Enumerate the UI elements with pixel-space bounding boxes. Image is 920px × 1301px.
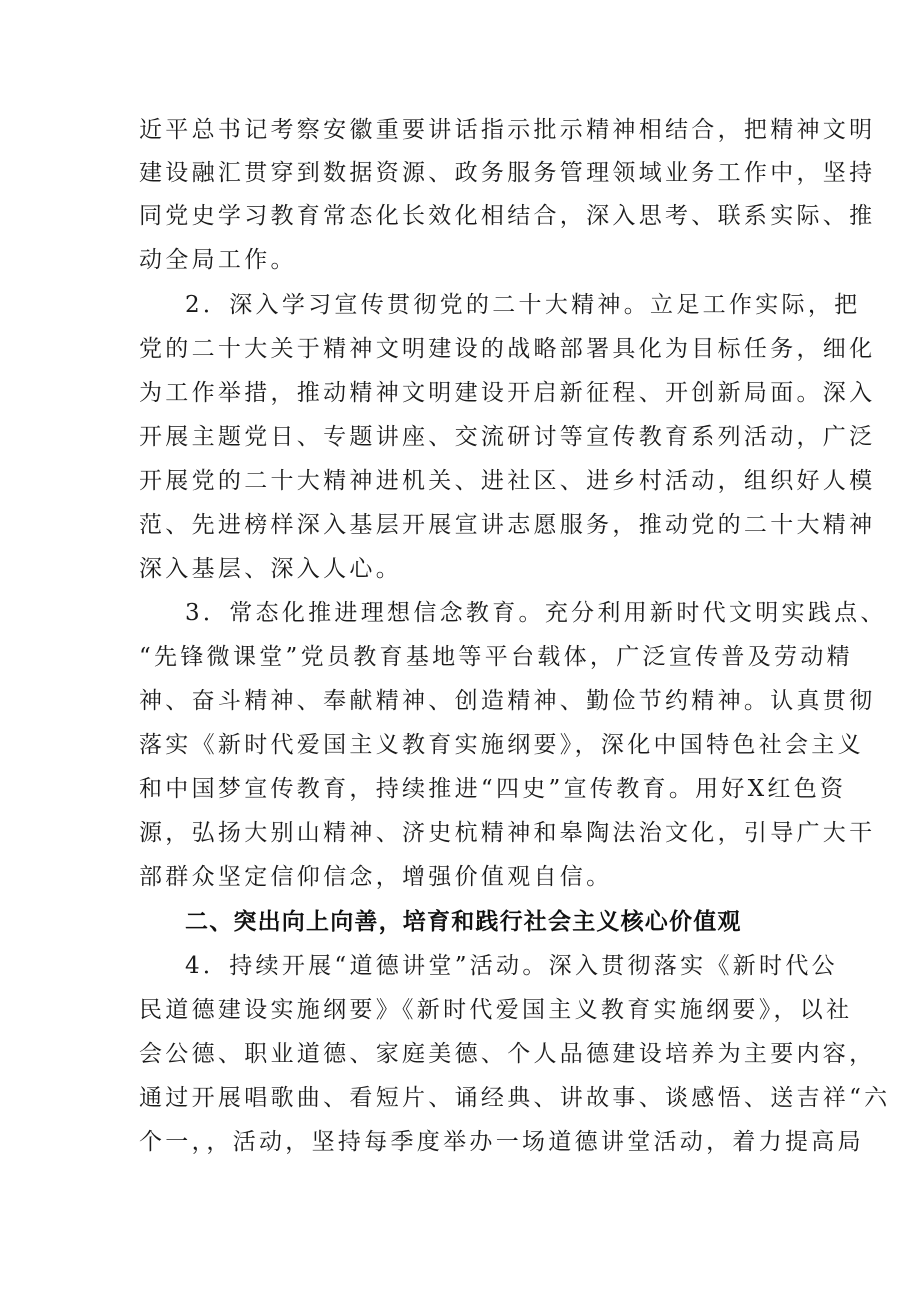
item-4-line-5: 个一，，活动，坚持每季度举办一场道德讲堂活动，着力提高局	[139, 1129, 864, 1155]
section-heading: 二、突出向上向善，培育和践行社会主义核心价值观	[185, 909, 742, 935]
paragraph-1-line-1: 近平总书记考察安徽重要讲话指示批示精神相结合，把精神文明	[139, 117, 876, 143]
item-2-line-1: 2．深入学习宣传贯彻党的二十大精神。立足工作实际，把	[185, 292, 861, 318]
item-4-line-1: 4．持续开展“道德讲堂”活动。深入贯彻落实《新时代公	[185, 953, 838, 979]
item-4-line-4: 通过开展唱歌曲、看短片、诵经典、讲故事、谈感悟、送吉祥“六	[139, 1085, 891, 1111]
item-4-line-2: 民道德建设实施纲要》《新时代爱国主义教育实施纲要》，以社	[139, 997, 853, 1023]
item-3-line-7: 部群众坚定信仰信念，增强价值观自信。	[139, 864, 613, 890]
item-2-line-3: 为工作举措，推动精神文明建设开启新征程、开创新局面。深入	[139, 380, 876, 406]
item-2-line-5: 开展党的二十大精神进机关、进社区、进乡村活动，组织好人模	[139, 468, 876, 494]
item-2-line-7: 深入基层、深入人心。	[139, 556, 402, 582]
item-2-line-4: 开展主题党日、专题讲座、交流研讨等宣传教育系列活动，广泛	[139, 424, 876, 450]
item-3-line-6: 源，弘扬大别山精神、济史杭精神和皋陶法治文化，引导广大干	[139, 820, 876, 846]
item-2-line-2: 党的二十大关于精神文明建设的战略部署具化为目标任务，细化	[139, 336, 876, 362]
item-3-line-5: 和中国梦宣传教育，持续推进“四史”宣传教育。用好X红色资	[139, 776, 847, 802]
item-3-line-4: 落实《新时代爱国主义教育实施纲要》，深化中国特色社会主义	[139, 732, 864, 758]
paragraph-1-line-4: 动全局工作。	[139, 247, 297, 273]
item-4-line-3: 会公德、职业道德、家庭美德、个人品德建设培养为主要内容，	[139, 1041, 876, 1067]
item-3-line-2: “先锋微课堂”党员教育基地等平台载体，广泛宣传普及劳动精	[139, 644, 853, 670]
item-3-line-1: 3．常态化推进理想信念教育。充分利用新时代文明实践点、	[185, 600, 887, 626]
item-3-line-3: 神、奋斗精神、奉献精神、创造精神、勤俭节约精神。认真贯彻	[139, 688, 876, 714]
item-2-line-6: 范、先进榜样深入基层开展宣讲志愿服务，推动党的二十大精神	[139, 512, 876, 538]
paragraph-1-line-3: 同党史学习教育常态化长效化相结合，深入思考、联系实际、推	[139, 203, 876, 229]
paragraph-1-line-2: 建设融汇贯穿到数据资源、政务服务管理领域业务工作中，坚持	[139, 160, 876, 186]
